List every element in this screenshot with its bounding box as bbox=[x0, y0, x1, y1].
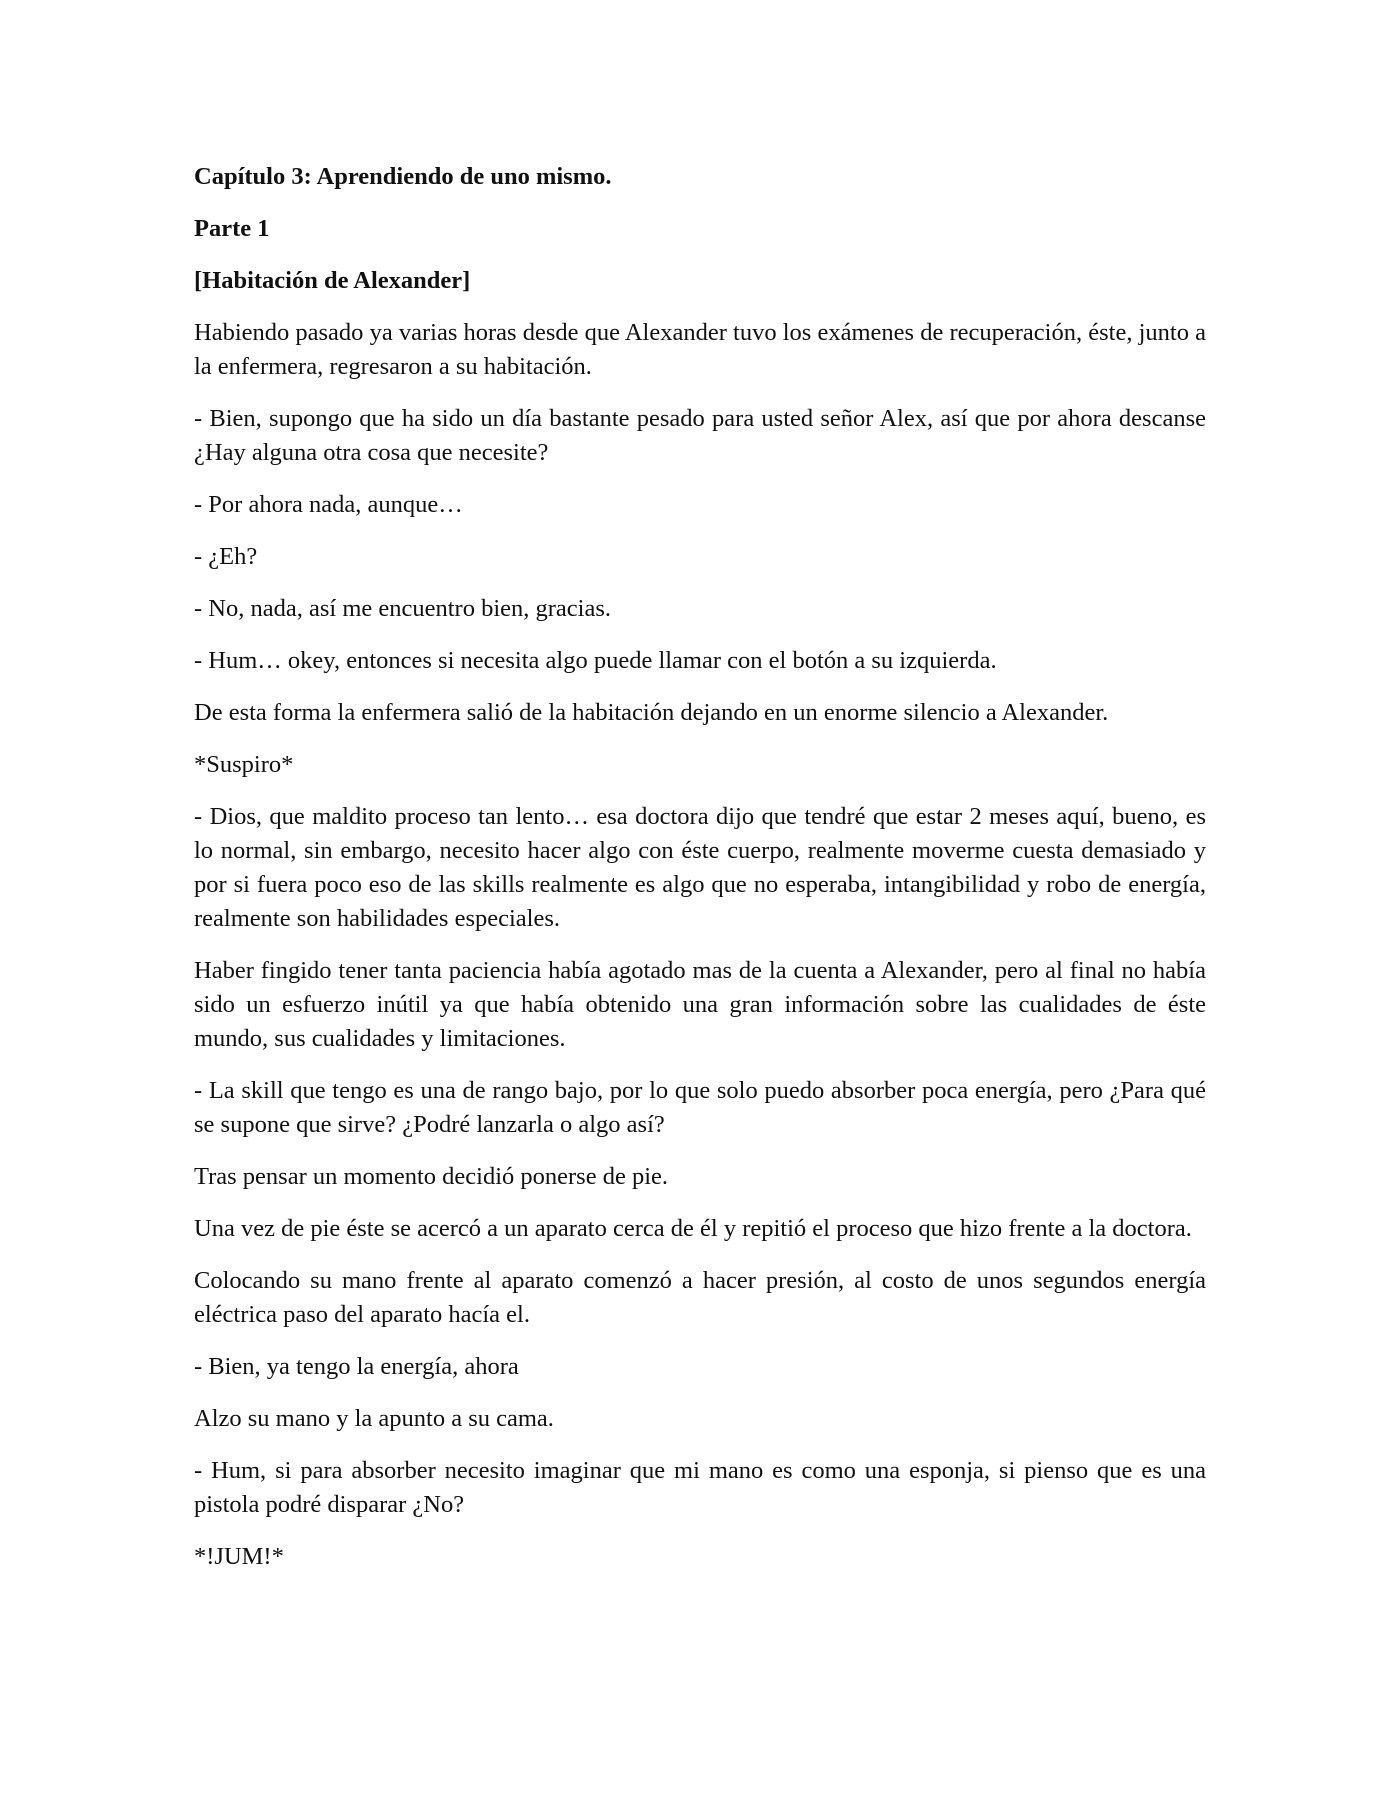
paragraph: - Hum… okey, entonces si necesita algo puede llamar con el botón a su izquierda. bbox=[194, 647, 997, 674]
paragraph: Haber fingido tener tanta paciencia había agotado mas de la cuenta a Alexander, pero al final no había sido un esfuerzo inútil ya que había obtenido una gran información sobre las cualidades de éste mundo, sus cualidades y limitaciones. bbox=[194, 957, 1206, 1052]
paragraph: *Suspiro* bbox=[194, 751, 294, 778]
paragraph: - La skill que tengo es una de rango bajo, por lo que solo puedo absorber poca energía, pero ¿Para qué se supone que sirve? ¿Podré lanzarla o algo así? bbox=[194, 1077, 1206, 1138]
paragraph: - Bien, supongo que ha sido un día bastante pesado para usted señor Alex, así que por ahora descanse ¿Hay alguna otra cosa que necesite? bbox=[194, 405, 1206, 466]
paragraph: - ¿Eh? bbox=[194, 543, 258, 570]
paragraph: - Hum, si para absorber necesito imaginar que mi mano es como una esponja, si pienso que es una pistola podré disparar ¿No? bbox=[194, 1457, 1206, 1518]
paragraph: Colocando su mano frente al aparato comenzó a hacer presión, al costo de unos segundos energía eléctrica paso del aparato hacía el. bbox=[194, 1267, 1206, 1328]
paragraph: - Dios, que maldito proceso tan lento… esa doctora dijo que tendré que estar 2 meses aquí, bueno, es lo normal, sin embargo, necesito hacer algo con éste cuerpo, realmente moverme cuesta demasiado y por si fuera poco eso de las skills realmente es algo que no esperaba, intangibilidad y robo de energía, realmente son habilidades especiales. bbox=[194, 803, 1206, 932]
paragraph: Una vez de pie éste se acercó a un aparato cerca de él y repitió el proceso que hizo frente a la doctora. bbox=[194, 1215, 1192, 1242]
chapter-title: Capítulo 3: Aprendiendo de uno mismo. bbox=[194, 163, 612, 190]
paragraph: De esta forma la enfermera salió de la habitación dejando en un enorme silencio a Alexander. bbox=[194, 699, 1109, 726]
paragraph: Alzo su mano y la apunto a su cama. bbox=[194, 1405, 554, 1432]
paragraph: - Por ahora nada, aunque… bbox=[194, 491, 463, 518]
document-page bbox=[194, 160, 1206, 1592]
paragraph: - No, nada, así me encuentro bien, gracias. bbox=[194, 595, 612, 622]
paragraph: - Bien, ya tengo la energía, ahora bbox=[194, 1353, 519, 1380]
part-heading: Parte 1 bbox=[194, 215, 270, 242]
paragraph: *!JUM!* bbox=[194, 1543, 284, 1570]
paragraph: Tras pensar un momento decidió ponerse de pie. bbox=[194, 1163, 669, 1190]
location-heading: [Habitación de Alexander] bbox=[194, 267, 471, 294]
paragraph: Habiendo pasado ya varias horas desde que Alexander tuvo los exámenes de recuperación, éste, junto a la enfermera, regresaron a su habitación. bbox=[194, 319, 1206, 380]
